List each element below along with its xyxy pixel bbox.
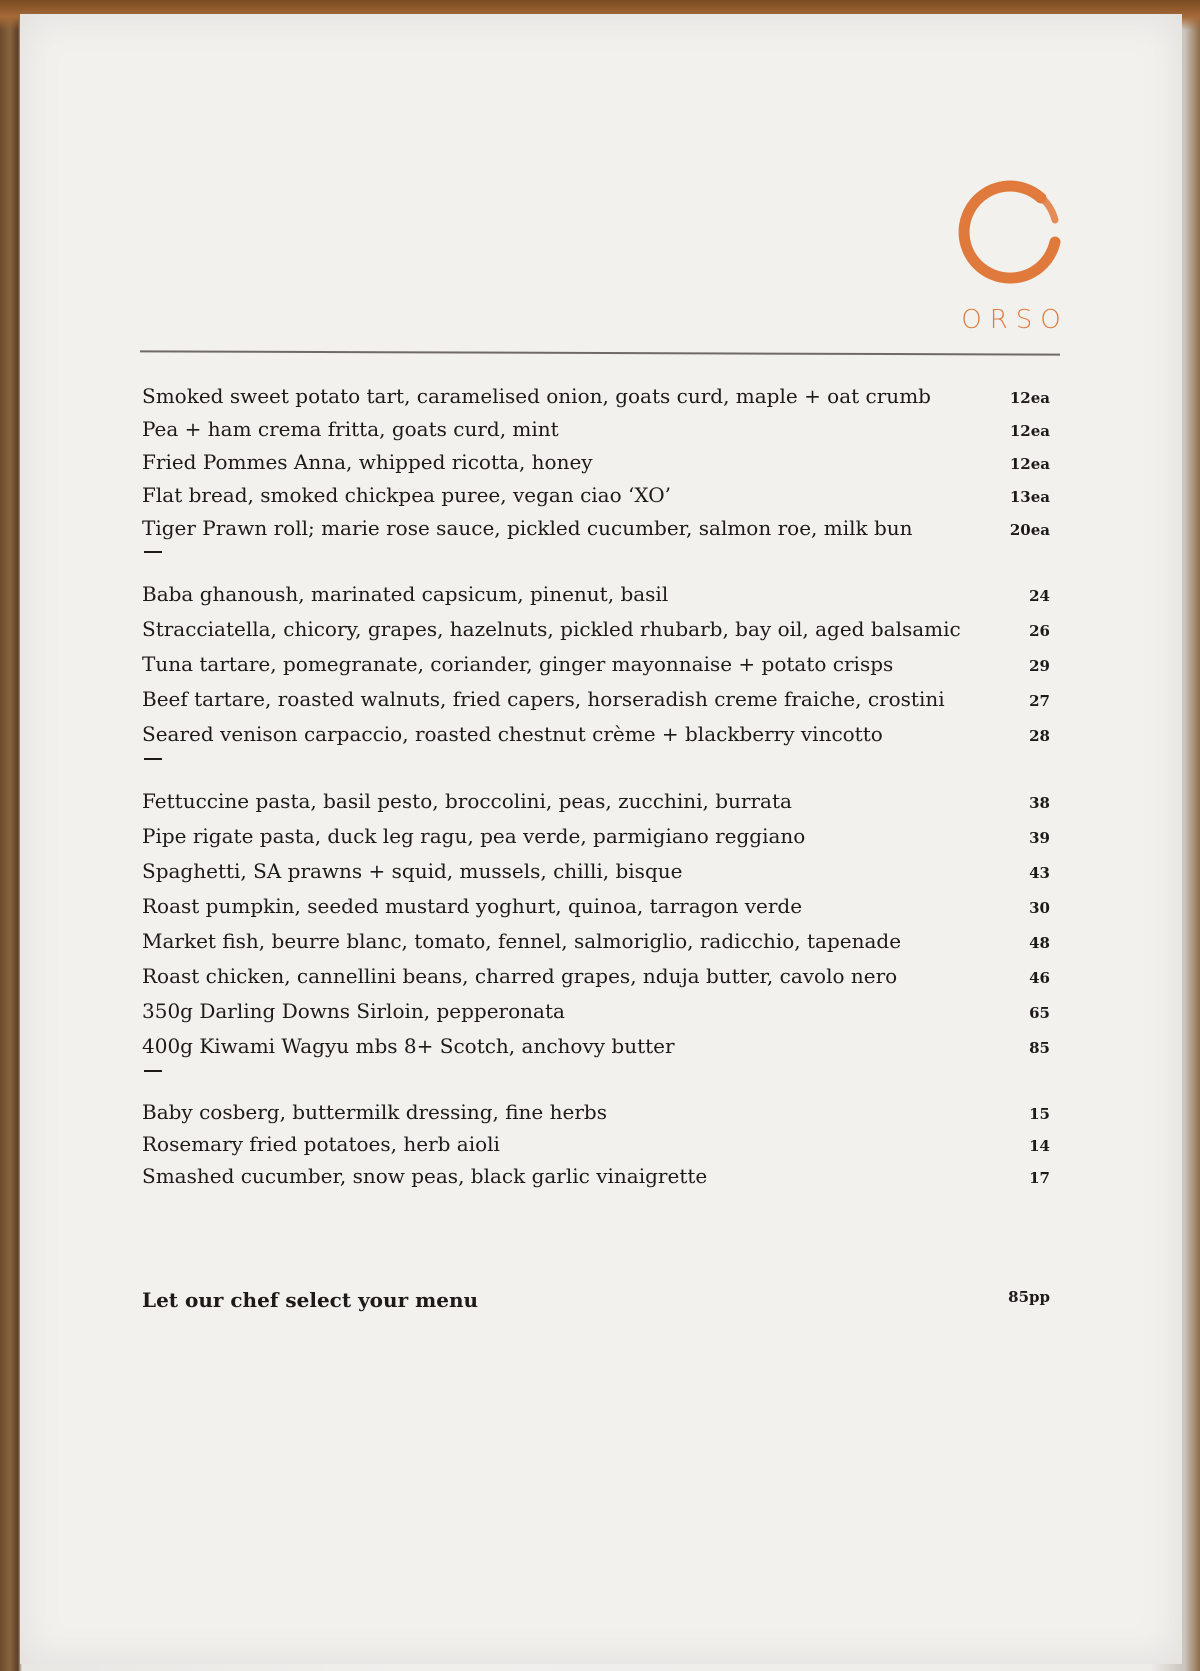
- section-divider: [144, 551, 162, 553]
- menu-item: [142, 959, 1054, 994]
- menu-item-name: 350g Darling Downs Sirloin, pepperonata: [142, 999, 565, 1023]
- menu-item-price: 27: [1029, 692, 1050, 710]
- menu-item-name: Baba ghanoush, marinated capsicum, pinenut, basil: [142, 582, 669, 606]
- menu-item-name: Spaghetti, SA prawns + squid, mussels, chilli, bisque: [142, 859, 683, 883]
- menu-item-price: 12ea: [1009, 455, 1050, 473]
- menu-section-mains: [142, 784, 1054, 1072]
- menu-item-name: Pea + ham crema fritta, goats curd, mint: [142, 417, 559, 441]
- menu-item-price: 20ea: [1009, 521, 1050, 539]
- menu-item-price: 65: [1029, 1004, 1050, 1022]
- menu-item: [142, 1160, 1054, 1192]
- menu-item: [142, 380, 1054, 413]
- menu-item-price: 38: [1029, 794, 1050, 812]
- menu-item: [142, 446, 1054, 479]
- menu-item: [142, 1128, 1054, 1160]
- menu-item-price: 43: [1029, 864, 1050, 882]
- chef-menu-label: Let our chef select your menu: [142, 1288, 479, 1312]
- menu-list: [142, 380, 1054, 1192]
- menu-item: [142, 924, 1054, 959]
- menu-item-name: Fettuccine pasta, basil pesto, broccolini, peas, zucchini, burrata: [142, 789, 792, 813]
- menu-item-price: 14: [1029, 1137, 1050, 1155]
- menu-item-price: 24: [1029, 587, 1050, 605]
- menu-section-starters: [142, 577, 1054, 760]
- menu-item-name: Tiger Prawn roll; marie rose sauce, pickled cucumber, salmon roe, milk bun: [142, 516, 913, 540]
- menu-section-snacks: [142, 380, 1054, 553]
- menu-item: [142, 889, 1054, 924]
- menu-item: [142, 784, 1054, 819]
- menu-item-price: 12ea: [1009, 389, 1050, 407]
- menu-item: [142, 512, 1054, 545]
- menu-item-price: 46: [1029, 969, 1050, 987]
- menu-item-name: Pipe rigate pasta, duck leg ragu, pea verde, parmigiano reggiano: [142, 824, 806, 848]
- menu-item-name: 400g Kiwami Wagyu mbs 8+ Scotch, anchovy butter: [142, 1034, 675, 1058]
- menu-item-name: Tuna tartare, pomegranate, coriander, ginger mayonnaise + potato crisps: [142, 652, 894, 676]
- section-divider: [144, 1070, 162, 1072]
- menu-item: [142, 994, 1054, 1029]
- menu-item-price: 17: [1029, 1169, 1050, 1187]
- menu-item: [142, 1029, 1054, 1064]
- menu-item-price: 39: [1029, 829, 1050, 847]
- menu-item-name: Roast chicken, cannellini beans, charred grapes, nduja butter, cavolo nero: [142, 964, 898, 988]
- orso-ring-icon: [955, 180, 1065, 290]
- menu-item-name: Baby cosberg, buttermilk dressing, fine herbs: [142, 1100, 607, 1124]
- menu-item-name: Smashed cucumber, snow peas, black garlic vinaigrette: [142, 1164, 708, 1188]
- menu-item-name: Market fish, beurre blanc, tomato, fennel, salmoriglio, radicchio, tapenade: [142, 929, 902, 953]
- menu-item: [142, 1096, 1054, 1128]
- menu-item-name: Roast pumpkin, seeded mustard yoghurt, quinoa, tarragon verde: [142, 894, 803, 918]
- orso-logo: [935, 170, 1095, 350]
- menu-item-price: 30: [1029, 899, 1050, 917]
- brand-name: ORSO: [961, 305, 1069, 335]
- section-divider: [144, 758, 162, 760]
- menu-item-name: Rosemary fried potatoes, herb aioli: [142, 1132, 500, 1156]
- menu-item-name: Seared venison carpaccio, roasted chestnut crème + blackberry vincotto: [142, 722, 883, 746]
- menu-item: [142, 479, 1054, 512]
- menu-item-name: Flat bread, smoked chickpea puree, vegan ciao ‘XO’: [142, 483, 671, 507]
- menu-section-sides: [142, 1096, 1054, 1192]
- menu-item: [142, 612, 1054, 647]
- menu-item: [142, 854, 1054, 889]
- menu-item-name: Fried Pommes Anna, whipped ricotta, honey: [142, 450, 593, 474]
- menu-item-price: 26: [1029, 622, 1050, 640]
- menu-item: [142, 647, 1054, 682]
- menu-item-price: 48: [1029, 934, 1050, 952]
- menu-item-name: Smoked sweet potato tart, caramelised onion, goats curd, maple + oat crumb: [142, 384, 931, 408]
- menu-item-price: 15: [1029, 1105, 1050, 1123]
- menu-item-price: 29: [1029, 657, 1050, 675]
- menu-item-price: 85: [1029, 1039, 1050, 1057]
- menu-item-name: Stracciatella, chicory, grapes, hazelnuts, pickled rhubarb, bay oil, aged balsamic: [142, 617, 961, 641]
- menu-item: [142, 819, 1054, 854]
- menu-item: [142, 577, 1054, 612]
- menu-item-price: 13ea: [1009, 488, 1050, 506]
- menu-item: [142, 682, 1054, 717]
- menu-item: [142, 717, 1054, 752]
- menu-item-price: 28: [1029, 727, 1050, 745]
- menu-item: [142, 413, 1054, 446]
- menu-item-price: 12ea: [1009, 422, 1050, 440]
- chef-menu-row: [142, 1288, 1054, 1312]
- menu-item-name: Beef tartare, roasted walnuts, fried capers, horseradish creme fraiche, crostini: [142, 687, 945, 711]
- chef-menu-price: 85pp: [1008, 1288, 1050, 1306]
